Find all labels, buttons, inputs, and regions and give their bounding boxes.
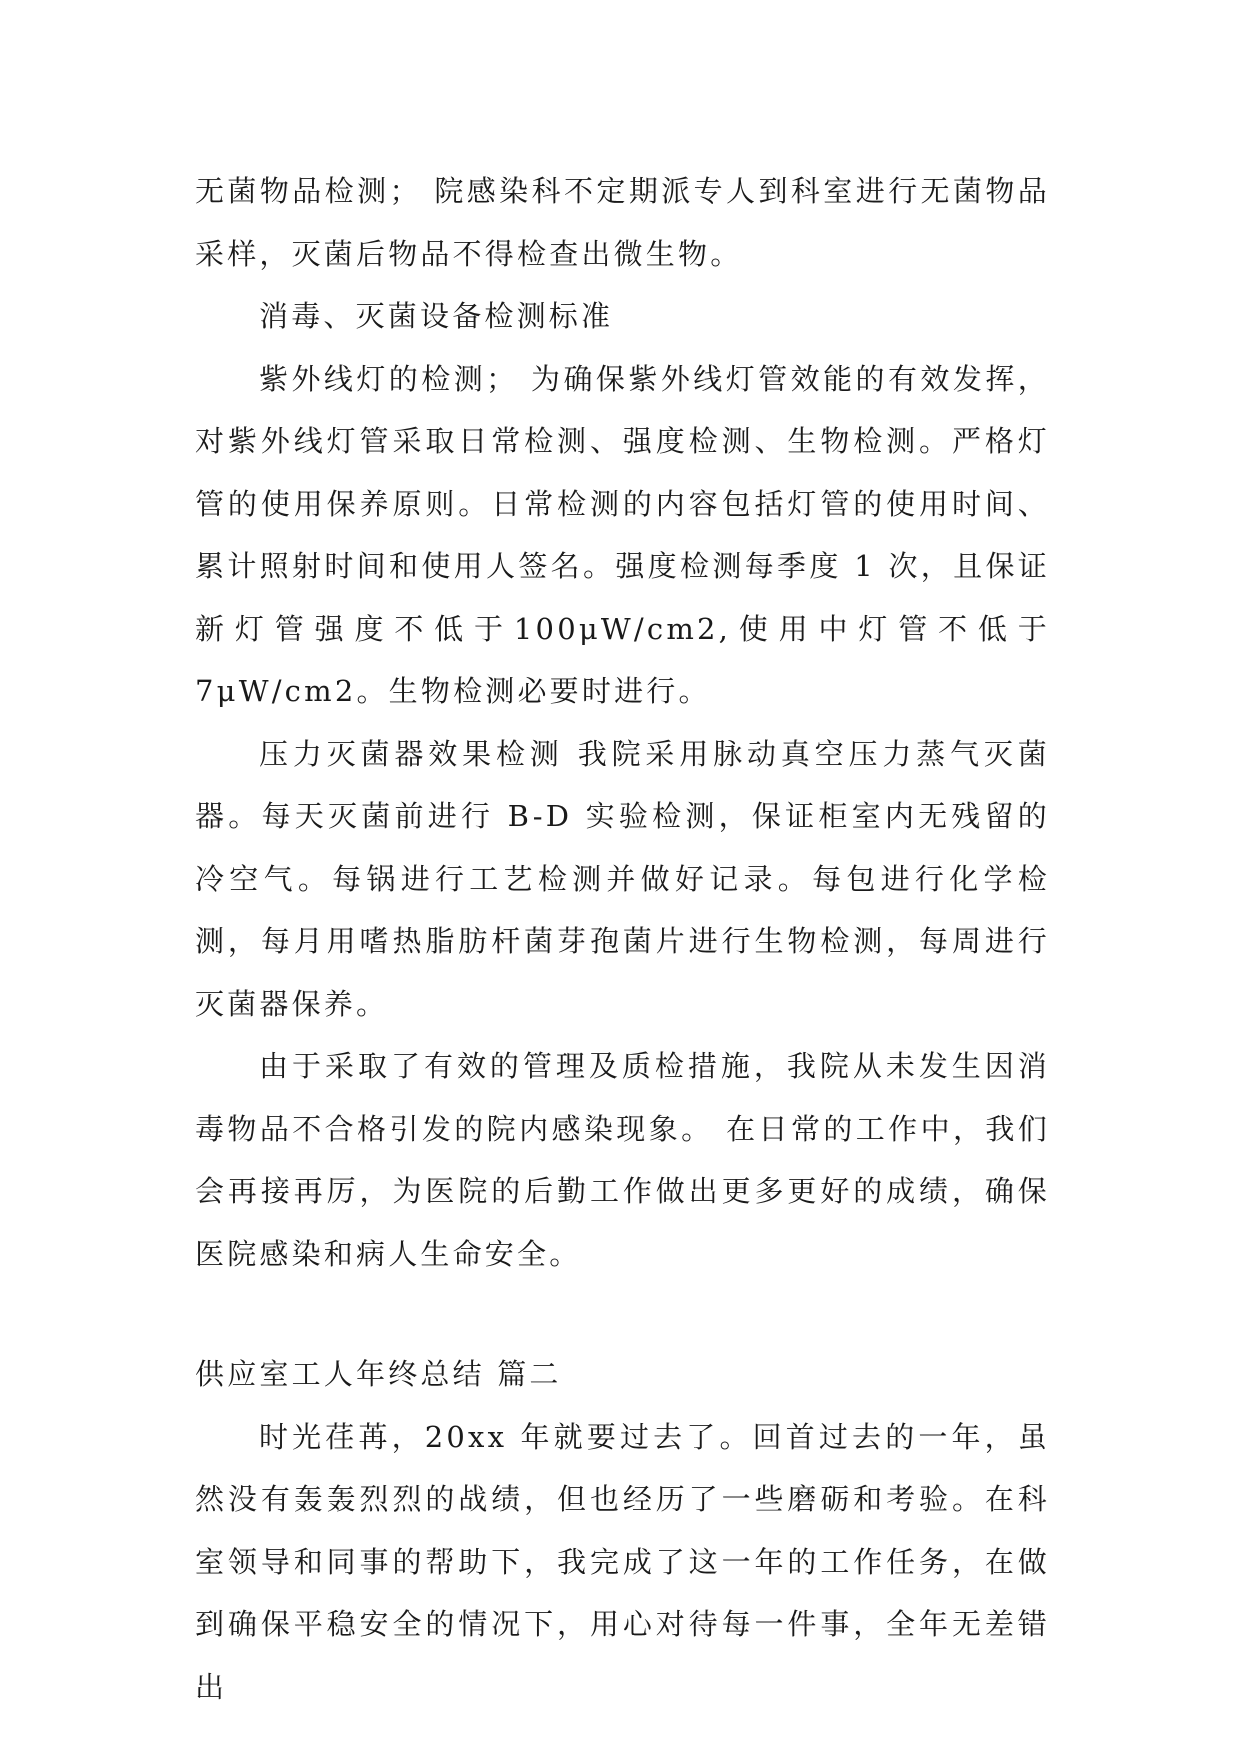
paragraph-uv-lamp: 紫外线灯的检测； 为确保紫外线灯管效能的有效发挥，对紫外线灯管采取日常检测、强度检测、生物检测。严格灯管的使用保养原则。日常检测的内容包括灯管的使用时间、累计照射时间和使用人签名。强度检测每季度 1 次，且保证新灯管强度不低于100μW/cm2,使用中灯管不低于7μW/cm2。生物检测必要时进行。	[195, 361, 1050, 708]
paragraph-summary: 由于采取了有效的管理及质检措施，我院从未发生因消毒物品不合格引发的院内感染现象。 在日常的工作中，我们会再接再厉，为医院的后勤工作做出更多更好的成绩，确保医院感染和病人生命安全。	[195, 1049, 1050, 1271]
paragraph-sterilizer: 压力灭菌器效果检测 我院采用脉动真空压力蒸气灭菌器。每天灭菌前进行 B-D 实验检测，保证柜室内无残留的冷空气。每锅进行工艺检测并做好记录。每包进行化学检测，每月用嗜热脂肪杆菌芽孢菌片进行生物检测，每周进行灭菌器保养。	[195, 736, 1050, 1021]
paragraph-year-review: 时光荏苒，20xx 年就要过去了。回首过去的一年，虽然没有轰轰烈烈的战绩，但也经历了一些磨砺和考验。在科室领导和同事的帮助下，我完成了这一年的工作任务，在做到确保平稳安全的情况下，用心对待每一件事，全年无差错出	[195, 1419, 1050, 1704]
section-heading: 供应室工人年终总结 篇二	[195, 1357, 562, 1391]
section-spacer	[195, 1285, 1050, 1343]
document-page	[195, 160, 1050, 1718]
paragraph-sterile-items: 无菌物品检测； 院感染科不定期派专人到科室进行无菌物品采样，灭菌后物品不得检查出微生物。	[195, 174, 1050, 271]
paragraph-equipment-standard: 消毒、灭菌设备检测标准	[259, 299, 614, 333]
